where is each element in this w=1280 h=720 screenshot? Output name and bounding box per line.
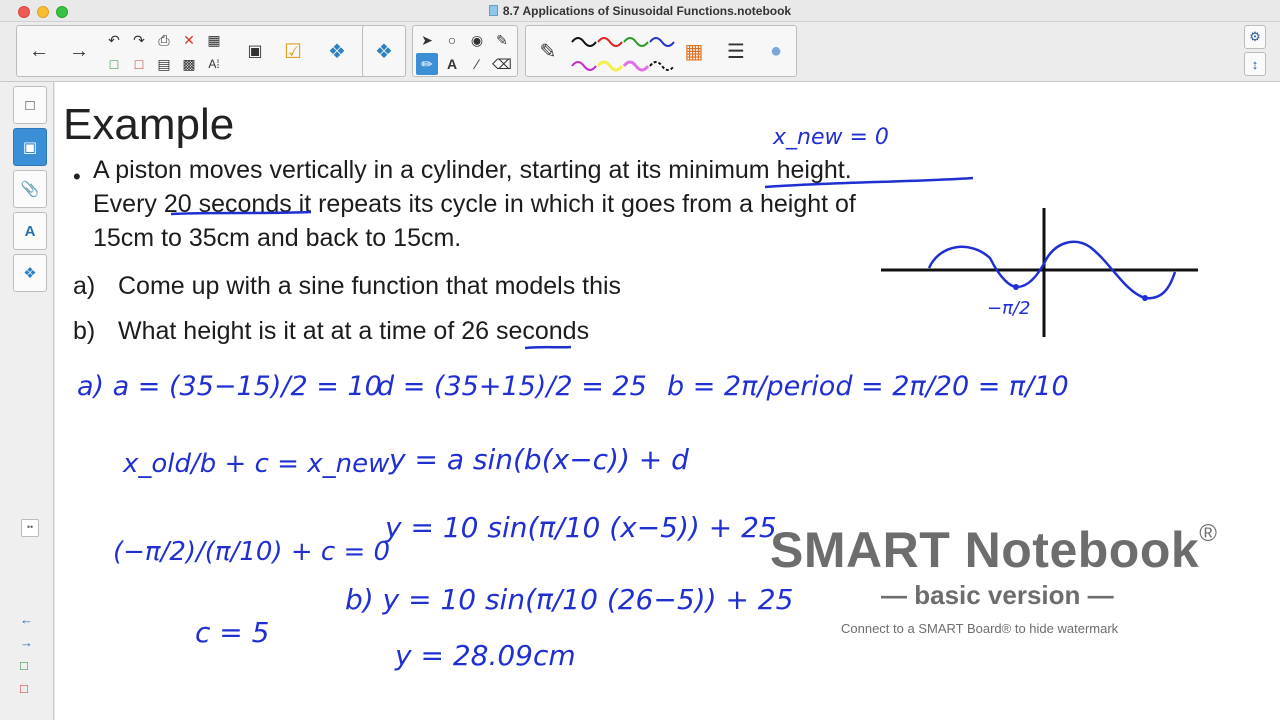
graph-point-minimum-2 [1142, 295, 1148, 301]
sidebar-resize-handle[interactable]: •• [21, 519, 39, 537]
pens-icon[interactable]: ✏ [416, 53, 438, 75]
watermark-subtitle: — basic version — [881, 580, 1114, 610]
question-a-text: Come up with a sine function that models this [118, 272, 622, 300]
sketch-graph [881, 208, 1198, 337]
ink-b-equation: b = 2π/period = 2π/20 = π/10 [667, 371, 1069, 402]
text-tool-icon[interactable]: A⁞ [208, 57, 220, 71]
magic-pen-icon[interactable]: ✎ [496, 31, 508, 48]
document-icon [489, 5, 498, 16]
notebook-canvas[interactable] [55, 82, 1280, 720]
page-sorter-icon[interactable]: □ [13, 86, 47, 124]
ink-model: y = 10 sin(π/10 (x−5)) + 25 [385, 511, 777, 544]
toolbar-right-controls [1244, 25, 1268, 77]
settings-gear-icon[interactable]: ⚙ [1244, 25, 1266, 49]
bullet-point: • [73, 164, 81, 189]
slide-heading: Example [63, 100, 235, 149]
window-title-text: 8.7 Applications of Sinusoidal Functions.notebook [502, 4, 792, 18]
sidebar [0, 82, 54, 720]
add-page-icon[interactable]: □ [109, 56, 119, 72]
sidebar-add-page-icon[interactable]: □ [20, 658, 28, 673]
line-icon[interactable]: ∕ [475, 56, 479, 72]
response-icon[interactable]: ☑ [284, 40, 302, 63]
toolbar-group-main [16, 25, 406, 77]
watermark-registered: ® [1199, 520, 1218, 547]
graph-label-neg-pi-over-2: −π/2 [987, 298, 1031, 319]
toolbar [0, 22, 1280, 82]
question-a-label: a) [73, 272, 96, 300]
underline-minimum-height [765, 178, 973, 187]
table-icon[interactable]: ▦ [207, 31, 221, 48]
pen-icon[interactable]: ✎ [539, 40, 557, 63]
addons-puzzle-icon[interactable]: ❖ [13, 254, 47, 292]
undo-icon[interactable]: ↶ [108, 31, 120, 48]
delete-icon[interactable]: ✕ [183, 31, 195, 48]
text-icon[interactable]: A [446, 56, 458, 72]
underline-26 [525, 347, 571, 348]
ink-d-equation: d = (35+15)/2 = 25 [377, 371, 647, 402]
watermark-title-text: SMART Notebook [770, 522, 1200, 578]
redo-icon[interactable]: ↷ [133, 31, 145, 48]
problem-line-2: Every 20 seconds it repeats its cycle in which it goes from a height of [93, 190, 856, 218]
problem-line-3: 15cm to 35cm and back to 15cm. [93, 224, 462, 252]
ink-a-equation: a) a = (35−15)/2 = 10 [77, 371, 382, 402]
window-title [0, 4, 1280, 18]
save-icon[interactable]: ▤ [157, 55, 171, 72]
attachments-icon[interactable]: 📎 [13, 170, 47, 208]
sidebar-back-icon[interactable]: ← [20, 612, 33, 627]
effects-icon[interactable]: ● [769, 39, 783, 62]
line-style-icon[interactable]: ☰ [727, 40, 745, 63]
underline-20-seconds [171, 212, 311, 214]
gallery-icon[interactable]: ▣ [13, 128, 47, 166]
toolbar-group-tools [412, 25, 518, 77]
question-b-label: b) [73, 317, 96, 345]
ink-substitution: (−π/2)/(π/10) + c = 0 [113, 537, 391, 567]
watermark-title [770, 520, 1217, 579]
ink-shift-equation: x_old/b + c = x_new [123, 449, 390, 479]
forward-arrow-icon[interactable]: → [69, 39, 89, 62]
watermark-note: Connect to a SMART Board® to hide watermark [841, 621, 1119, 636]
title-bar [0, 0, 1280, 22]
color-palette-icon[interactable]: ▦ [684, 40, 704, 63]
question-b-text: What height is it at at a time of 26 seconds [118, 317, 590, 345]
sidebar-forward-icon[interactable]: → [20, 635, 33, 650]
toolbar-move-icon[interactable]: ↕ [1244, 52, 1266, 76]
select-pointer-icon[interactable]: ➤ [421, 31, 433, 48]
delete-page-icon[interactable]: □ [134, 56, 144, 72]
shape-icon[interactable]: ○ [447, 32, 457, 48]
graph-point-minimum [1013, 284, 1019, 290]
toolbar-group-pen-properties [525, 25, 797, 77]
ink-c-equals: c = 5 [195, 616, 270, 649]
puzzle-icon[interactable]: ❖ [375, 40, 393, 63]
ink-answer: y = 28.09cm [395, 639, 576, 672]
problem-line-1: A piston moves vertically in a cylinder, starting at its minimum height. [93, 156, 852, 184]
sidebar-delete-page-icon[interactable]: □ [20, 681, 28, 696]
eraser-icon[interactable]: ⌫ [492, 55, 512, 72]
fill-icon[interactable]: ◉ [470, 31, 484, 48]
clipboard-icon[interactable]: ⎙ [158, 31, 170, 48]
display-icon[interactable]: ▣ [247, 43, 263, 60]
addon-puzzle-icon[interactable]: ❖ [328, 40, 346, 63]
ink-part-b: b) y = 10 sin(π/10 (26−5)) + 25 [345, 583, 794, 616]
properties-icon[interactable]: A [13, 212, 47, 250]
screen-shade-icon[interactable]: ▩ [182, 55, 196, 72]
ink-x-new: x_new = 0 [773, 125, 889, 150]
toolbar-group-addons [362, 25, 406, 77]
ink-general-form: y = a sin(b(x−c)) + d [389, 443, 689, 476]
back-arrow-icon[interactable]: ← [29, 39, 49, 62]
